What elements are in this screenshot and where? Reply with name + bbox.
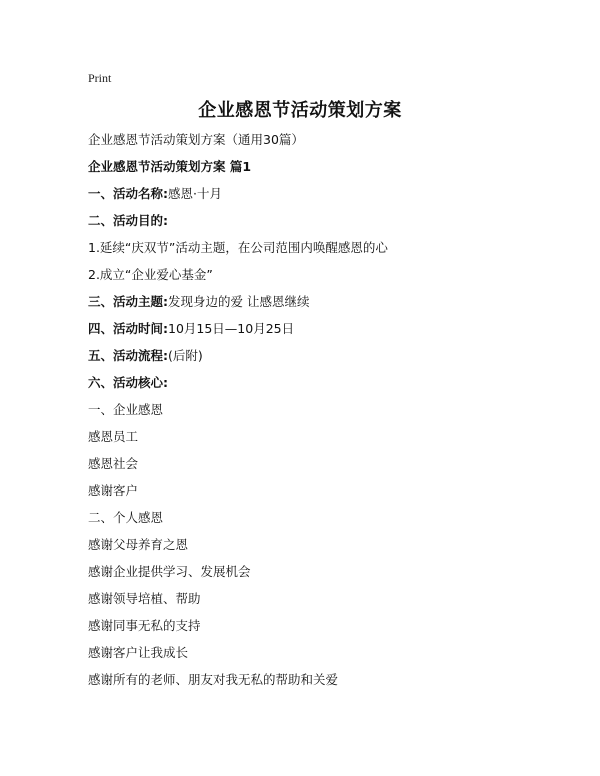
process-line (88, 348, 203, 364)
time-value: 10月15日—10月25日 (168, 321, 295, 336)
core-line: 感谢客户 (88, 483, 139, 498)
process-value: (后附) (168, 348, 203, 363)
core-line: 感谢同事无私的支持 (88, 618, 201, 633)
core-line: 感谢所有的老师、朋友对我无私的帮助和关爱 (88, 672, 339, 687)
core-line: 感恩员工 (88, 429, 139, 444)
core-line: 感恩社会 (88, 456, 139, 471)
core-line: 感谢客户让我成长 (88, 645, 189, 660)
process-label: 五、活动流程: (88, 348, 168, 363)
core-line: 感谢企业提供学习、发展机会 (88, 564, 251, 579)
time-line (88, 321, 294, 337)
print-label: Print (88, 71, 112, 85)
purpose-heading: 二、活动目的: (88, 213, 168, 228)
document-subtitle: 企业感恩节活动策划方案（通用30篇） (88, 132, 304, 147)
activity-name-value: 感恩·十月 (168, 186, 222, 201)
theme-line (88, 294, 309, 310)
page-title: 企业感恩节活动策划方案 (198, 100, 402, 121)
core-line: 二、个人感恩 (88, 510, 164, 525)
purpose-item: 2.成立“企业爱心基金” (88, 267, 213, 282)
core-line: 感谢父母养育之恩 (88, 537, 189, 552)
core-line: 感谢领导培植、帮助 (88, 591, 201, 606)
time-label: 四、活动时间: (88, 321, 168, 336)
core-heading: 六、活动核心: (88, 375, 168, 390)
purpose-item: 1.延续“庆双节”活动主题，在公司范围内唤醒感恩的心 (88, 240, 388, 255)
theme-value: 发现身边的爱 让感恩继续 (168, 294, 310, 309)
activity-name-label: 一、活动名称: (88, 186, 168, 201)
theme-label: 三、活动主题: (88, 294, 168, 309)
section-heading: 企业感恩节活动策划方案 篇1 (88, 159, 252, 174)
core-line: 一、企业感恩 (88, 402, 164, 417)
activity-name-line (88, 186, 222, 202)
